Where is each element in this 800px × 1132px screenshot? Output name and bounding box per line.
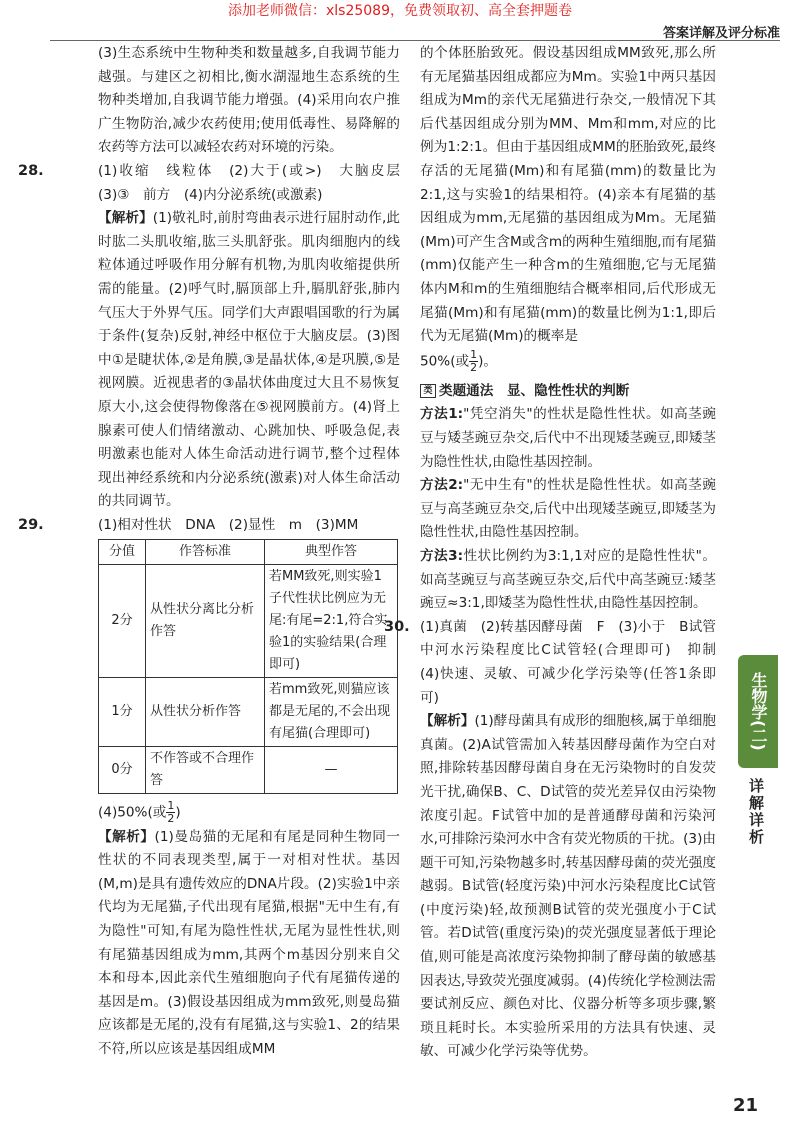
probability-prefix: 50%(或 xyxy=(420,353,470,370)
analysis-label: 【解析】 xyxy=(420,713,475,730)
table-header-row xyxy=(99,540,398,565)
question-number: 29. xyxy=(18,516,44,533)
q30-answer: (1)真菌 (2)转基因酵母菌 F (3)小于 B试管中河水污染程度比C试管轻(合理即可) 抑制 (4)快速、灵敏、可减少化学污染等(任答1条即可) xyxy=(420,618,730,706)
q27-continuation: (3)生态系统中生物种类和数量越多,自我调节能力越强。与建区之初相比,衡水湖湿地生态系统的生物种类增加,自我调节能力增强。(4)采用向农户推广生物防治,减少农药使用;使用低毒性、易降解的农药等方法可以减轻农药对环境的污染。 xyxy=(98,45,400,156)
fraction xyxy=(469,349,478,374)
method-text: "凭空消失"的性状是隐性性状。如高茎豌豆与矮茎豌豆杂交,后代中不出现矮茎豌豆,即矮茎为隐性性状,由隐性基因控制。 xyxy=(420,406,716,470)
table-cell: 不作答或不合理作答 xyxy=(146,747,265,794)
left-column xyxy=(18,42,414,1062)
watermark: 添加老师微信：xls25089，免费领取初、高全套押题卷 xyxy=(227,3,572,19)
table-cell: 若MM致死,则实验1子代性状比例应为无尾:有尾=2:1,符合实验1的实验结果(合理即可) xyxy=(265,565,398,678)
table-cell: — xyxy=(265,747,398,794)
analysis-text: (1)酵母菌具有成形的细胞核,属于单细胞真菌。(2)A试管需加入转基因酵母菌作为空白对照,排除转基因酵母菌自身在无污染物时的自发荧光干扰,确保B、C、D试管的荧光差异仅由污染物浓度引起。F试管中加的是普通酵母菌和污染河水,可排除污染河水中含有荧光物质的干扰。(3)由题干可知,污染物越多时,转基因酵母菌的荧光强度越弱。B试管(轻度污染)中河水污染程度比C试管(中度污染)轻,故预测B试管的荧光强度小于C试管。若D试管(重度污染)的荧光强度显著低于理论值,则可能是高浓度污染物抑制了酵母菌的敏感基因表达,导致荧光强度减弱。(4)传统化学检测法需要试剂反应、颜色对比、仪器分析等多项步骤,繁琐且耗时长。本实验所采用的方法具有快速、灵敏、可减少化学污染等优势。 xyxy=(420,713,717,1060)
q29-4-prefix: (4)50%(或 xyxy=(98,804,167,821)
section-label: 详解详析 xyxy=(747,778,765,846)
q29-analysis xyxy=(98,826,400,1062)
page-header: 答案详解及评分标准 xyxy=(662,26,780,41)
question-28 xyxy=(18,160,414,514)
analysis-text: (1)曼岛猫的无尾和有尾是同种生物同一性状的不同表现类型,属于一对相对性状。基因(M,m)是具有遗传效应的DNA片段。(2)实验1中亲代均为无尾猫,子代出现有尾猫,根据"无中生有,有为隐性"可知,有尾为隐性性状,无尾为显性性状,则有尾猫基因组成为mm,其两个m基因分别来自父本和母本,因此亲代生殖细胞向子代有尾猫传递的基因是m。(3)假设基因组成为mm致死,则曼岛猫应该都是无尾的,没有有尾猫,这与实验1、2的结果不符,所以应该是基因组成MM xyxy=(98,828,400,1057)
fraction-denominator: 2 xyxy=(167,812,175,826)
q28-answer: (1)收缩 线粒体 (2)大于(或>) 大脑皮层 (3)③ 前方 (4)内分泌系统(或激素) xyxy=(98,162,414,203)
table-header: 分值 xyxy=(99,540,146,565)
right-column xyxy=(384,42,730,1064)
analysis-label: 【解析】 xyxy=(98,210,153,227)
table-cell: 从性状分析作答 xyxy=(146,678,265,747)
method-label: 方法2: xyxy=(420,477,464,494)
table-cell: 1分 xyxy=(99,678,146,747)
q29-analysis-continuation: 的个体胚胎致死。假设基因组成MM致死,那么所有无尾猫基因组成都应为Mm。实验1中两只基因组成为Mm的亲代无尾猫进行杂交,一般情况下其后代基因组成分别为MM、Mm和mm,对应的比例为1:2:1。但由于基因组成MM的胚胎致死,最终存活的无尾猫(Mm)和有尾猫(mm)的数量比为2:1,这与实验1的结果相符。(4)亲本有尾猫的基因组成为mm,无尾猫的基因组成为Mm。无尾猫(Mm)可产生含M或含m的两种生殖细胞,而有尾猫(mm)仅能产生一种含m的生殖细胞,它与无尾猫体内M和m的生殖细胞结合概率相同,后代形成无尾猫(Mm)和有尾猫(mm)的数量比例为1:1,即后代为无尾猫(Mm)的概率是 xyxy=(420,45,716,345)
q30-analysis xyxy=(420,710,716,1064)
scoring-table xyxy=(98,539,398,794)
q29-answer: (1)相对性状 DNA (2)显性 m (3)MM xyxy=(98,516,359,533)
method-label: 方法3: xyxy=(420,547,464,564)
table-row xyxy=(99,747,398,794)
question-number: 30. xyxy=(384,618,410,635)
question-30 xyxy=(384,616,730,1064)
table-row xyxy=(99,565,398,678)
method-1 xyxy=(420,403,716,474)
question-number: 28. xyxy=(18,162,44,179)
subject-tab: 生物学(二) xyxy=(738,655,778,768)
method-2 xyxy=(420,474,716,545)
tip-title-line xyxy=(420,380,716,404)
fraction-numerator: 1 xyxy=(470,347,478,361)
table-cell: 从性状分离比分析作答 xyxy=(146,565,265,678)
fraction-denominator: 2 xyxy=(470,360,478,374)
table-header: 作答标准 xyxy=(146,540,265,565)
tip-icon: 类 xyxy=(420,384,436,398)
analysis-text: (1)敬礼时,前肘弯曲表示进行屈肘动作,此时肱二头肌收缩,肱三头肌舒张。肌肉细胞内的线粒体通过呼吸作用分解有机物,为肌肉收缩提供所需的能量。(2)呼气时,膈顶部上升,膈肌舒张,肺内气压大于外界气压。同学们大声跟唱国歌的行为属于条件(复杂)反射,神经中枢位于大脑皮层。(3)图中①是睫状体,②是角膜,③是晶状体,④是巩膜,⑤是视网膜。近视患者的③晶状体曲度过大且不易恢复原大小,这会使得物像落在⑤视网膜前方。(4)肾上腺素可使人们情绪激动、心跳加快、呼吸急促,表明激素也能对人体生命活动进行调节,整个过程体现出神经系统和内分泌系统(激素)对人体生命活动的共同调节。 xyxy=(98,210,400,510)
table-cell: 若mm致死,则猫应该都是无尾的,不会出现有尾猫(合理即可) xyxy=(265,678,398,747)
probability-suffix: )。 xyxy=(478,353,498,370)
tip-title: 类题通法 显、隐性性状的判断 xyxy=(439,382,630,399)
table-header: 典型作答 xyxy=(265,540,398,565)
q29-4-suffix: ) xyxy=(175,804,181,821)
q28-analysis xyxy=(98,207,400,514)
table-cell: 2分 xyxy=(99,565,146,678)
page-number: 21 xyxy=(732,1095,758,1116)
method-text: "无中生有"的性状是隐性性状。如高茎豌豆与高茎豌豆杂交,后代中出现矮茎豌豆,即矮茎为隐性性状,由隐性基因控制。 xyxy=(420,477,716,541)
q29-part4 xyxy=(58,800,400,1061)
analysis-label: 【解析】 xyxy=(98,828,155,845)
method-text: 性状比例约为3:1,1对应的是隐性性状"。如高茎豌豆与高茎豌豆杂交,后代中高茎豌豆:矮茎豌豆≈3:1,即矮茎为隐性性状,由隐性基因控制。 xyxy=(420,547,716,612)
method-3 xyxy=(420,545,716,616)
header-divider xyxy=(50,40,780,41)
method-label: 方法1: xyxy=(420,406,464,423)
question-29 xyxy=(18,514,400,538)
fraction-numerator: 1 xyxy=(167,799,175,813)
table-row xyxy=(99,678,398,747)
table-cell: 0分 xyxy=(99,747,146,794)
